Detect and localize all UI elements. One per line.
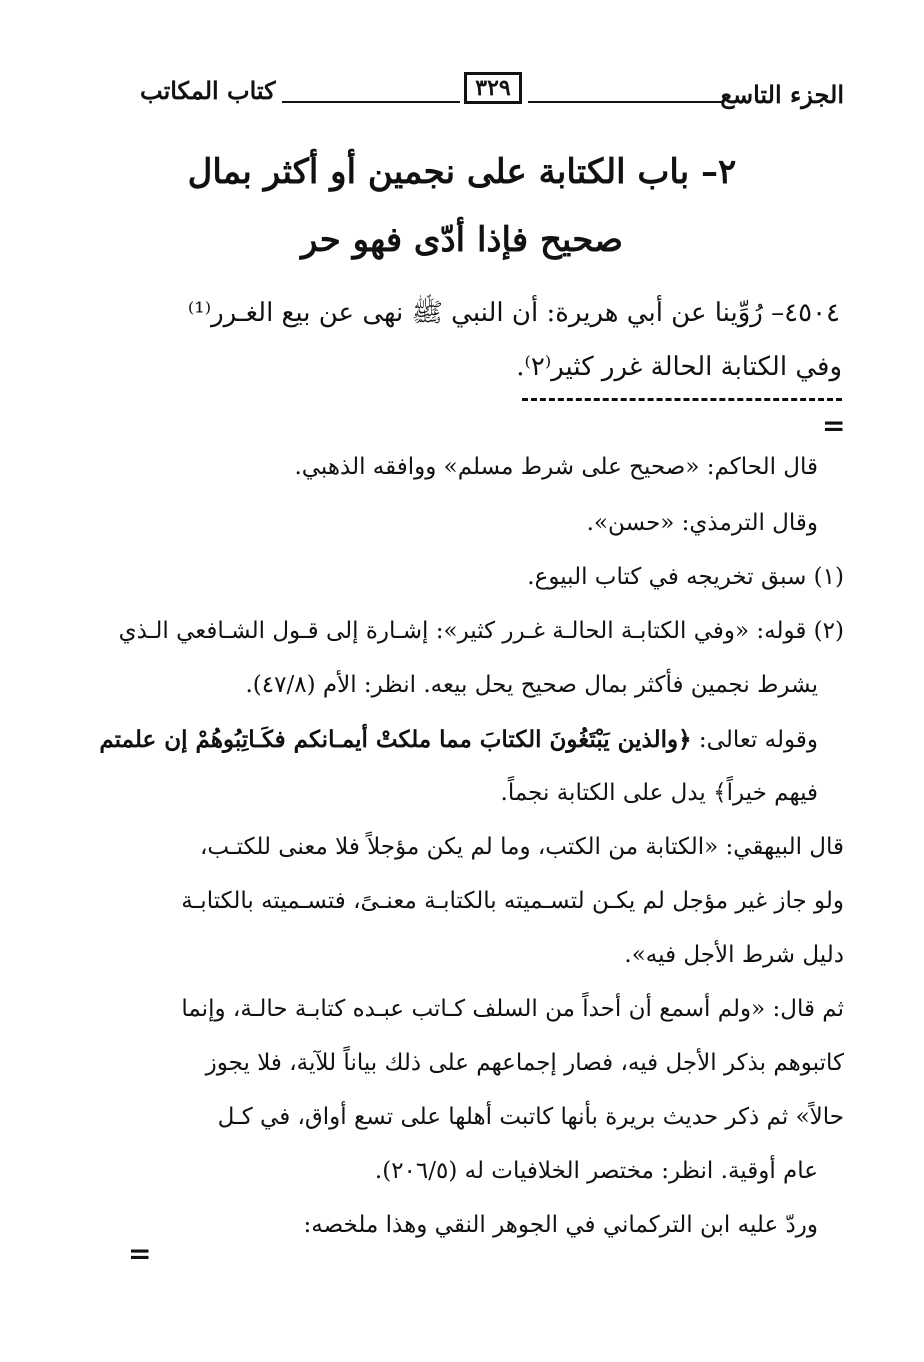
- footnote-line: عام أوقية. انظر: مختصر الخلافيات له (٢٠٦/٥).: [374, 1158, 818, 1184]
- chapter-title-line-1: ٢– باب الكتابة على نجمين أو أكثر بمال: [187, 152, 737, 192]
- footnote-line: حالاً» ثم ذكر حديث بريرة بأنها كاتبت أهلها على تسع أواق، في كـل: [217, 1104, 844, 1130]
- footnote-line: وقال الترمذي: «حسن».: [586, 510, 818, 536]
- header-rule-left: [282, 101, 460, 103]
- footnote-line: (٢) قوله: «وفي الكتابـة الحالـة غـرر كثير»: إشـارة إلى قـول الشـافعي الـذي: [118, 618, 844, 644]
- quran-verse: ﴿والذين يَبْتَغُونَ الكتابَ مما ملكتْ أيمـانكم فكَـاتِبُوهُمْ إن علمتم: [99, 726, 692, 753]
- footnote-line: يشرط نجمين فأكثر بمال صحيح يحل بيعه. انظر: الأم (٤٧/٨).: [245, 672, 818, 698]
- footnote-line: قال الحاكم: «صحيح على شرط مسلم» ووافقه الذهبي.: [294, 454, 818, 480]
- footnote-line: قال البيهقي: «الكتابة من الكتب، وما لم يكن مؤجلاً فلا معنى للكتـب،: [199, 834, 844, 860]
- hadith-line-1: ٤٥٠٤– رُوِّينا عن أبي هريرة: أن النبي ﷺ نهى عن بيع الغـرر⁽¹⁾: [187, 298, 840, 328]
- header-rule-right: [528, 101, 722, 103]
- footnote-line: وردّ عليه ابن التركماني في الجوهر النقي وهذا ملخصه:: [303, 1212, 818, 1238]
- verse-intro: وقوله تعالى:: [691, 727, 818, 753]
- continuation-mark-bottom: =: [128, 1237, 152, 1270]
- hadith-line-2: وفي الكتابة الحالة غرر كثير⁽٢⁾.: [516, 352, 842, 382]
- chapter-title-line-2: صحيح فإذا أدّى فهو حر: [300, 220, 624, 260]
- footnote-line: دليل شرط الأجل فيه».: [624, 942, 844, 968]
- page-number: ٣٢٩: [464, 72, 522, 104]
- footnote-line: كاتبوهم بذكر الأجل فيه، فصار إجماعهم على ذلك بياناً للآية، فلا يجوز: [205, 1050, 844, 1076]
- footnote-line: ثم قال: «ولم أسمع أن أحداً من السلف كـاتب عبـده كتابـة حالـة، وإنما: [181, 996, 844, 1022]
- continuation-mark-top: =: [822, 409, 846, 442]
- header-volume: الجزء التاسع: [720, 80, 844, 109]
- footnote-separator: [522, 398, 842, 401]
- footnote-line: ولو جاز غير مؤجل لم يكـن لتسـميته بالكتابـة معنـىً، فتسـميته بالكتابـة: [181, 888, 844, 914]
- header-book-title: كتاب المكاتب: [140, 76, 276, 105]
- footnote-line: (١) سبق تخريجه في كتاب البيوع.: [527, 564, 844, 590]
- footnote-line: فيهم خيراً﴾ يدل على الكتابة نجماً.: [500, 780, 818, 806]
- footnote-verse-line: [99, 726, 818, 753]
